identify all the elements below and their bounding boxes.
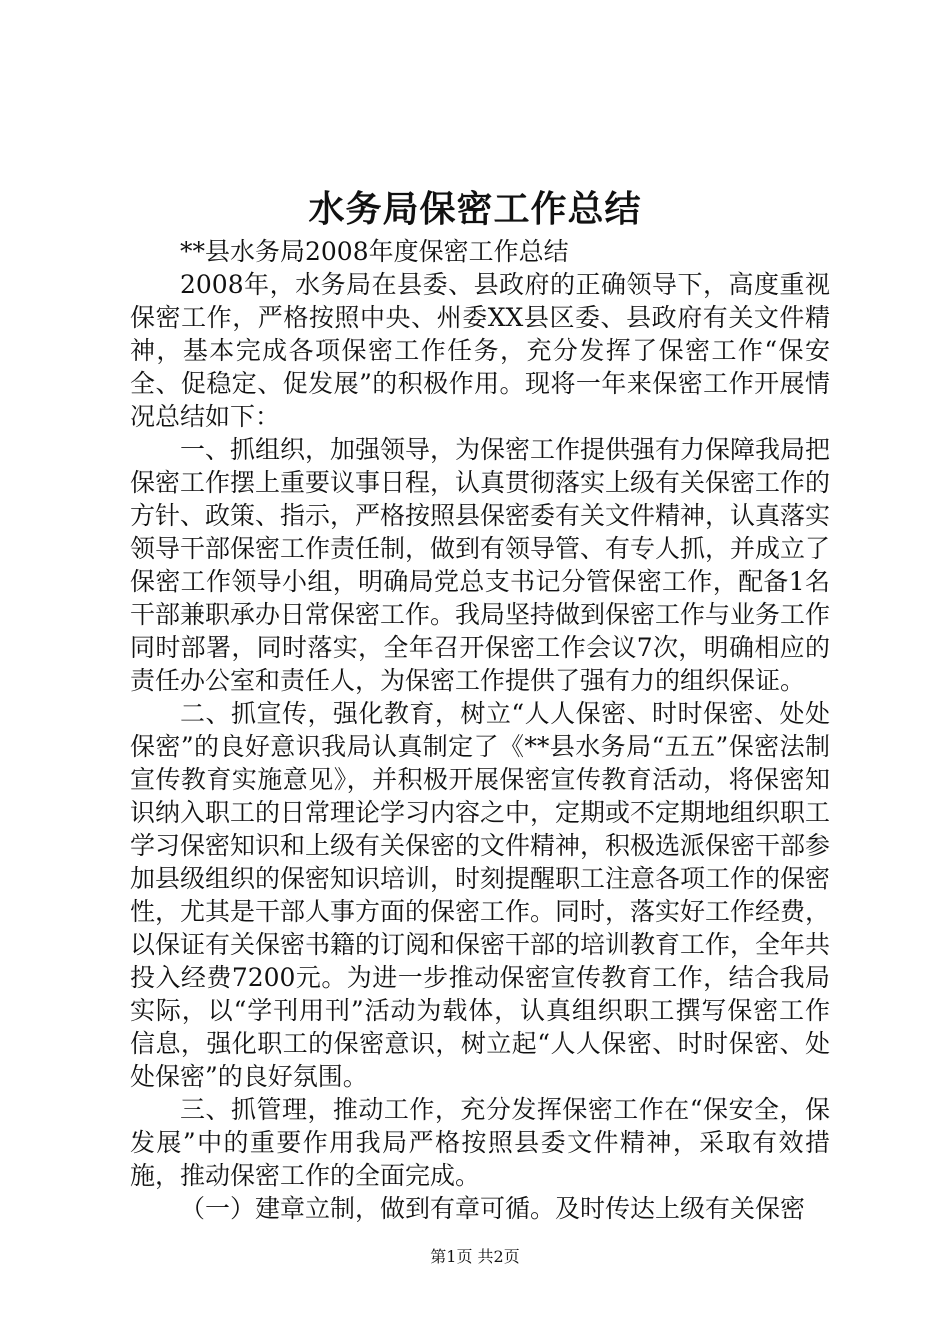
paragraph-section-3: 三、抓管理，推动工作，充分发挥保密工作在“保安全，保发展”中的重要作用我局严格按照县委文件精神，采取有效措施，推动保密工作的全面完成。 (130, 1095, 830, 1190)
paragraph-subsection-1: （一）建章立制，做到有章可循。及时传达上级有关保密 (180, 1194, 806, 1223)
page-footer: 第1页 共2页 (430, 1247, 520, 1266)
paragraph-section-1: 一、抓组织，加强领导，为保密工作提供强有力保障我局把保密工作摆上重要议事日程，认真贯彻落实上级有关保密工作的方针、政策、指示，严格按照县保密委有关文件精神，认真落实领导干部保密工作责任制，做到有领导管、有专人抓，并成立了保密工作领导小组，明确局党总支书记分管保密工作，配备1名干部兼职承办日常保密工作。我局坚持做到保密工作与业务工作同时部署，同时落实，全年召开保密工作会议7次，明确相应的责任办公室和责任人，为保密工作提供了强有力的组织保证。 (130, 435, 831, 695)
paragraph-intro: 2008年，水务局在县委、县政府的正确领导下，高度重视保密工作，严格按照中央、州委XX县区委、县政府有关文件精神，基本完成各项保密工作任务，充分发挥了保密工作“保安全、促稳定、促发展”的积极作用。现将一年来保密工作开展情况总结如下： (130, 270, 830, 431)
document-subtitle: **县水务局2008年度保密工作总结 (180, 237, 569, 266)
document-title: 水务局保密工作总结 (308, 189, 642, 230)
paragraph-section-2: 二、抓宣传，强化教育，树立“人人保密、时时保密、处处保密”的良好意识我局认真制定了《**县水务局“五五”保密法制宣传教育实施意见》，并积极开展保密宣传教育活动，将保密知识纳入职工的日常理论学习内容之中，定期或不定期地组织职工学习保密知识和上级有关保密的文件精神，积极选派保密干部参加县级组织的保密知识培训，时刻提醒职工注意各项工作的保密性，尤其是干部人事方面的保密工作。同时，落实好工作经费，以保证有关保密书籍的订阅和保密干部的培训教育工作，全年共投入经费7200元。为进一步推动保密宣传教育工作，结合我局实际，以“学刊用刊”活动为载体，认真组织职工撰写保密工作信息，强化职工的保密意识，树立起“人人保密、时时保密、处处保密”的良好氛围。 (130, 699, 831, 1091)
document-body (130, 235, 830, 1225)
